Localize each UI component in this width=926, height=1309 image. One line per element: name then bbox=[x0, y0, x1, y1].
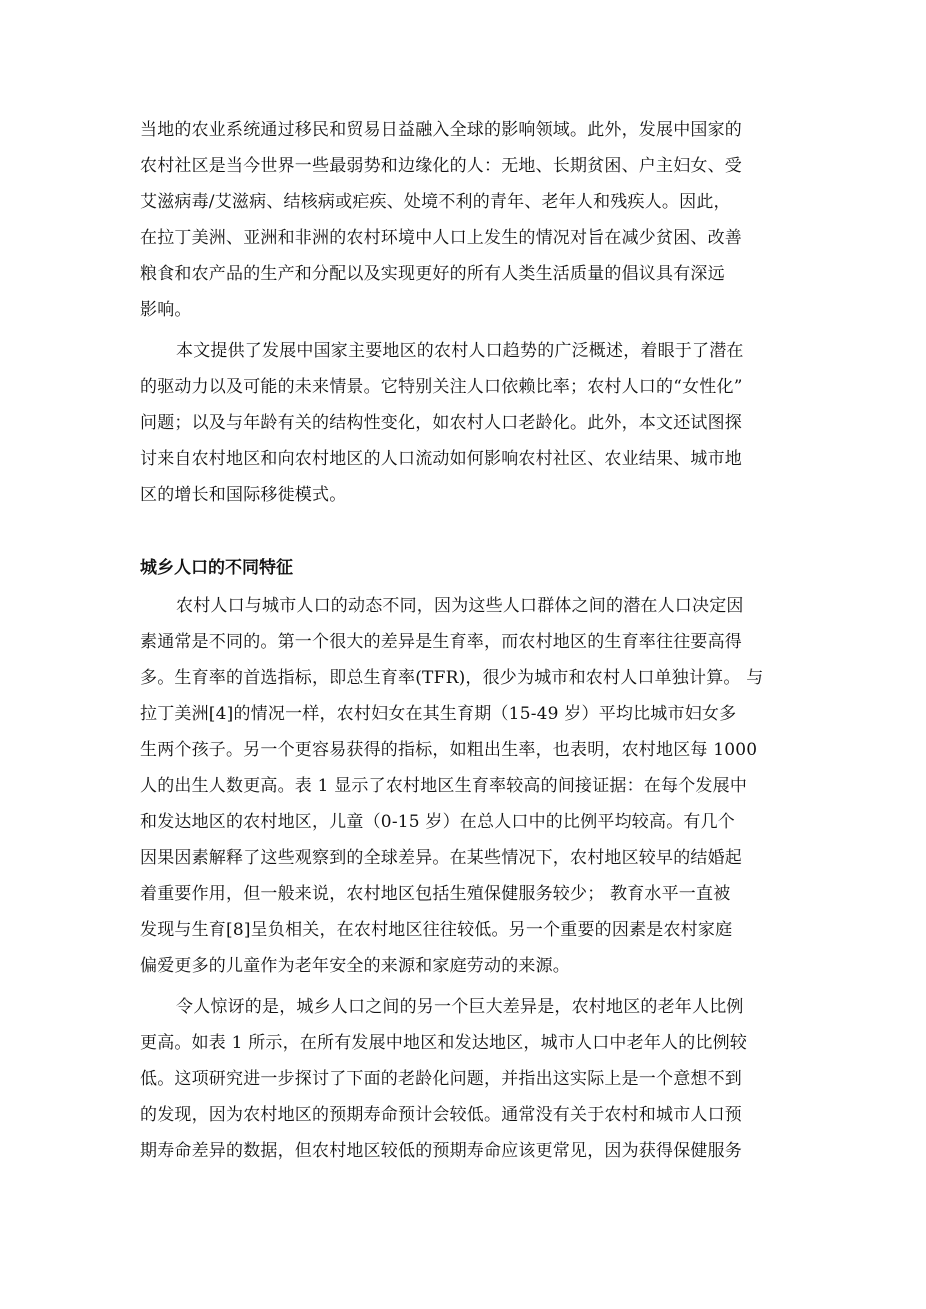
paragraph1-line: 当地的农业系统通过移民和贸易日益融入全球的影响领域。此外，发展中国家的 bbox=[140, 120, 742, 140]
paragraph4-line: 更高。如表 1 所示，在所有发展中地区和发达地区，城市人口中老年人的比例较 bbox=[140, 1033, 748, 1053]
paragraph3-line: 发现与生育[8]呈负相关，在农村地区往往较低。另一个重要的因素是农村家庭 bbox=[140, 920, 733, 940]
paragraph2-line: 的驱动力以及可能的未来情景。它特别关注人口依赖比率；农村人口的“女性化” bbox=[140, 377, 743, 397]
paragraph2-line: 区的增长和国际移徙模式。 bbox=[140, 485, 347, 505]
paragraph2-line: 讨来自农村地区和向农村地区的人口流动如何影响农村社区、农业结果、城市地 bbox=[140, 449, 742, 469]
paragraph3-line: 人的出生人数更高。表 1 显示了农村地区生育率较高的间接证据：在每个发展中 bbox=[140, 776, 748, 796]
paragraph2-line: 问题；以及与年龄有关的结构性变化，如农村人口老龄化。此外，本文还试图探 bbox=[140, 413, 742, 433]
paragraph2-line: 本文提供了发展中国家主要地区的农村人口趋势的广泛概述，着眼于了潜在 bbox=[176, 341, 744, 361]
paragraph3-line: 拉丁美洲[4]的情况一样，农村妇女在其生育期（15-49 岁）平均比城市妇女多 bbox=[140, 704, 737, 724]
paragraph3-line: 素通常是不同的。第一个很大的差异是生育率，而农村地区的生育率往往要高得 bbox=[140, 632, 742, 652]
paragraph3-line: 多。生育率的首选指标，即总生育率(TFR)，很少为城市和农村人口单独计算。 与 bbox=[140, 668, 764, 688]
paragraph1-line: 粮食和农产品的生产和分配以及实现更好的所有人类生活质量的倡议具有深远 bbox=[140, 264, 725, 284]
paragraph3-line: 着重要作用，但一般来说，农村地区包括生殖保健服务较少； 教育水平一直被 bbox=[140, 884, 731, 904]
paragraph4-line: 期寿命差异的数据，但农村地区较低的预期寿命应该更常见，因为获得保健服务 bbox=[140, 1141, 742, 1161]
paragraph4-line: 令人惊讶的是，城乡人口之间的另一个巨大差异是，农村地区的老年人比例 bbox=[176, 997, 744, 1017]
section-heading: 城乡人口的不同特征 bbox=[140, 558, 293, 578]
paragraph4-line: 低。这项研究进一步探讨了下面的老龄化问题，并指出这实际上是一个意想不到 bbox=[140, 1069, 742, 1089]
paragraph3-line: 和发达地区的农村地区，儿童（0-15 岁）在总人口中的比例平均较高。有几个 bbox=[140, 812, 735, 832]
paragraph1-line: 影响。 bbox=[140, 300, 192, 320]
paragraph1-line: 农村社区是当今世界一些最弱势和边缘化的人：无地、长期贫困、户主妇女、受 bbox=[140, 156, 742, 176]
paragraph3-line: 农村人口与城市人口的动态不同，因为这些人口群体之间的潜在人口决定因 bbox=[176, 596, 744, 616]
paragraph1-line: 艾滋病毒/艾滋病、结核病或疟疾、处境不利的青年、老年人和残疾人。因此， bbox=[140, 192, 731, 212]
paragraph4-line: 的发现，因为农村地区的预期寿命预计会较低。通常没有关于农村和城市人口预 bbox=[140, 1105, 742, 1125]
paragraph3-line: 生两个孩子。另一个更容易获得的指标，如粗出生率，也表明，农村地区每 1000 bbox=[140, 740, 758, 760]
paragraph3-line: 因果因素解释了这些观察到的全球差异。在某些情况下，农村地区较早的结婚起 bbox=[140, 848, 742, 868]
paragraph1-line: 在拉丁美洲、亚洲和非洲的农村环境中人口上发生的情况对旨在减少贫困、改善 bbox=[140, 228, 742, 248]
paragraph3-line: 偏爱更多的儿童作为老年安全的来源和家庭劳动的来源。 bbox=[140, 956, 570, 976]
